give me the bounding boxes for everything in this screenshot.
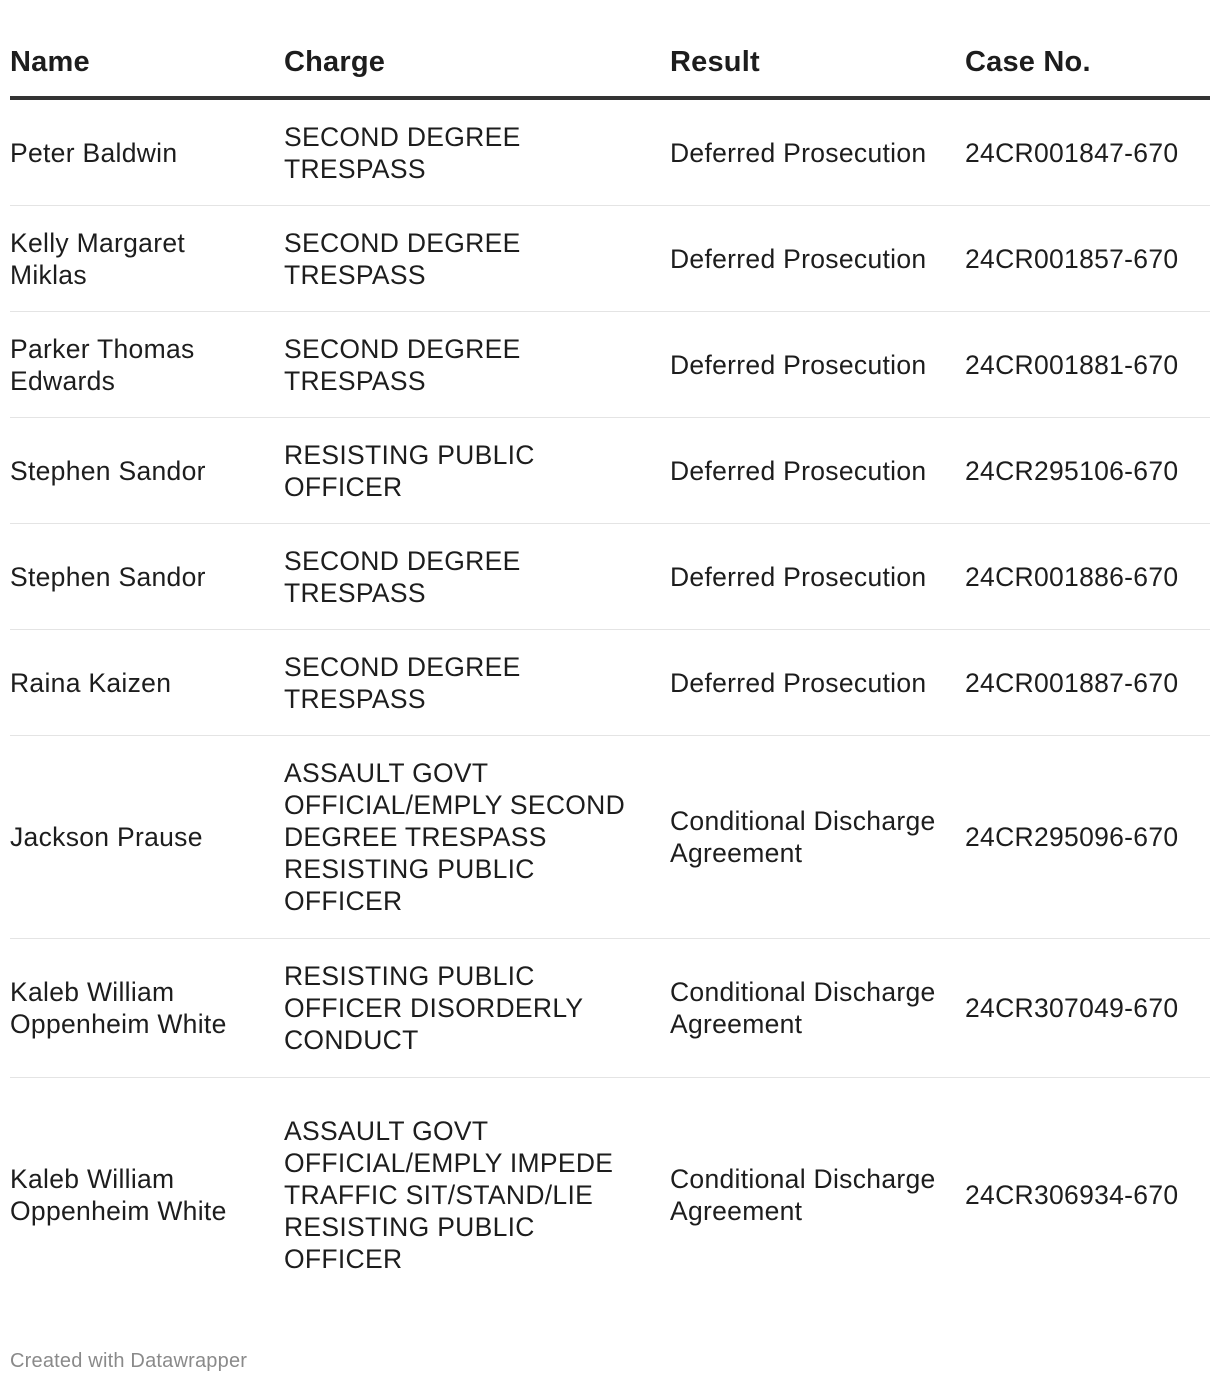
cell-result [670, 98, 965, 206]
charge-text: ASSAULT GOVT OFFICIAL/EMPLY SECOND DEGREE TRESPASS RESISTING PUBLIC OFFICER [284, 758, 626, 916]
name-text: Peter Baldwin [10, 137, 178, 168]
table-row [10, 418, 1210, 524]
cell-charge [284, 524, 670, 630]
cell-case-no: 24CR001887-670 [965, 630, 1210, 736]
cell-result [670, 418, 965, 524]
cell-case-no: 24CR001886-670 [965, 524, 1210, 630]
charge-text: RESISTING PUBLIC OFFICER [284, 439, 535, 502]
cell-charge [284, 1078, 670, 1313]
cell-case-no: 24CR306934-670 [965, 1180, 1179, 1210]
cell-case-no: 24CR001857-670 [965, 206, 1210, 312]
name-text: Raina Kaizen [10, 667, 172, 698]
datawrapper-credit[interactable]: Created with Datawrapper [10, 1350, 248, 1372]
cell-name [10, 206, 284, 312]
cell-name [10, 98, 284, 206]
charge-text: SECOND DEGREE TRESPASS [284, 651, 521, 714]
charge-text: SECOND DEGREE TRESPASS [284, 333, 521, 396]
records-table-container [10, 0, 1210, 1312]
cell-charge [284, 206, 670, 312]
table-row [10, 1078, 1210, 1313]
name-text: Kaleb William Oppenheim White [10, 1164, 227, 1226]
name-text: Kaleb William Oppenheim White [10, 977, 227, 1039]
result-text: Conditional Discharge Agreement [670, 1164, 936, 1226]
table-row [10, 630, 1210, 736]
cell-result [670, 206, 965, 312]
column-header-name[interactable]: Name [10, 0, 284, 98]
cell-name [10, 736, 284, 939]
result-text: Deferred Prosecution [670, 243, 927, 274]
name-text: Jackson Prause [10, 822, 203, 852]
cell-case-no: 24CR307049-670 [965, 939, 1210, 1078]
cell-result [670, 524, 965, 630]
name-text: Kelly Margaret Miklas [10, 227, 186, 290]
cell-charge [284, 939, 670, 1078]
column-header-charge[interactable]: Charge [284, 0, 670, 98]
table-row [10, 939, 1210, 1078]
result-text: Deferred Prosecution [670, 137, 927, 168]
result-text: Deferred Prosecution [670, 667, 927, 698]
table-body [10, 98, 1210, 1312]
cell-result [670, 312, 965, 418]
cell-result [670, 939, 965, 1078]
cell-charge [284, 630, 670, 736]
cell-case-no: 24CR295106-670 [965, 418, 1210, 524]
result-text: Deferred Prosecution [670, 561, 927, 592]
cell-charge [284, 98, 670, 206]
name-text: Stephen Sandor [10, 561, 206, 592]
cell-result [670, 736, 965, 939]
table-row [10, 524, 1210, 630]
cell-case-no: 24CR001847-670 [965, 98, 1210, 206]
table-row [10, 736, 1210, 939]
name-text: Stephen Sandor [10, 455, 206, 486]
column-header-result[interactable]: Result [670, 0, 965, 98]
charge-text: SECOND DEGREE TRESPASS [284, 227, 521, 290]
column-header-case-no[interactable]: Case No. [965, 0, 1210, 98]
cell-case-no: 24CR001881-670 [965, 312, 1210, 418]
result-text: Deferred Prosecution [670, 455, 927, 486]
cell-name [10, 630, 284, 736]
result-text: Deferred Prosecution [670, 349, 927, 380]
header-row [10, 0, 1210, 98]
cell-result [670, 630, 965, 736]
charge-text: RESISTING PUBLIC OFFICER DISORDERLY CONDUCT [284, 961, 583, 1055]
cell-charge [284, 312, 670, 418]
cell-charge [284, 418, 670, 524]
cell-name [10, 939, 284, 1078]
cell-name [10, 418, 284, 524]
records-table [10, 0, 1210, 1312]
cell-name [10, 1078, 284, 1313]
result-text: Conditional Discharge Agreement [670, 977, 936, 1039]
table-row [10, 98, 1210, 206]
table-row [10, 312, 1210, 418]
charge-text: SECOND DEGREE TRESPASS [284, 545, 521, 608]
cell-case-no: 24CR295096-670 [965, 736, 1210, 939]
cell-result [670, 1078, 965, 1313]
table-row [10, 206, 1210, 312]
charge-text: ASSAULT GOVT OFFICIAL/EMPLY IMPEDE TRAFFIC SIT/STAND/LIE RESISTING PUBLIC OFFICER [284, 1116, 614, 1274]
name-text: Parker Thomas Edwards [10, 333, 195, 396]
cell-charge [284, 736, 670, 939]
result-text: Conditional Discharge Agreement [670, 806, 936, 868]
cell-name [10, 312, 284, 418]
table-header [10, 0, 1210, 98]
charge-text: SECOND DEGREE TRESPASS [284, 121, 521, 184]
cell-name [10, 524, 284, 630]
